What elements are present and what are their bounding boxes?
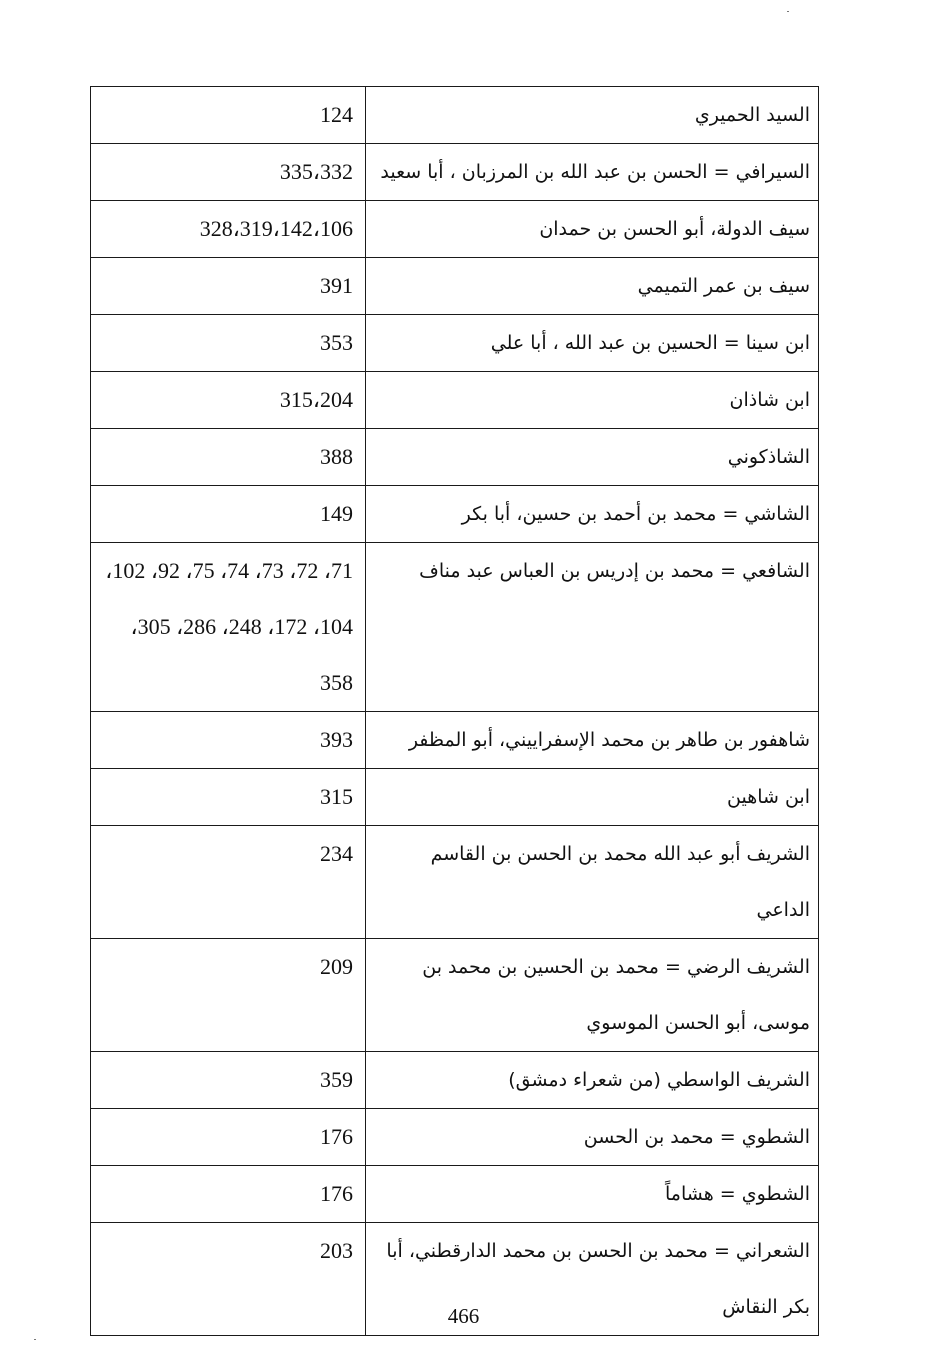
index-row xyxy=(91,429,819,486)
page-references-cell xyxy=(91,1052,366,1109)
page-references: 359 xyxy=(320,1067,353,1092)
person-name-cell xyxy=(366,1052,819,1109)
page-references: 393 xyxy=(320,727,353,752)
page-references-cell xyxy=(91,144,366,201)
index-row xyxy=(91,1109,819,1166)
page-references: 315 xyxy=(320,784,353,809)
page-references: 176 xyxy=(320,1181,353,1206)
person-name-cell xyxy=(366,712,819,769)
index-row xyxy=(91,87,819,144)
person-name-cell xyxy=(366,939,819,1052)
person-name-cell xyxy=(366,1166,819,1223)
person-name: الشافعي = محمد بن إدريس بن العباس عبد مناف xyxy=(419,560,810,582)
person-name: الشاذكوني xyxy=(727,446,810,468)
page-references-cell xyxy=(91,712,366,769)
scan-speck xyxy=(34,1339,36,1340)
person-name: سيف الدولة، أبو الحسن بن حمدان xyxy=(539,218,810,240)
person-name: سيف بن عمر التميمي xyxy=(637,275,810,297)
person-name: ابن شاذان xyxy=(729,389,810,411)
person-name: الشطوي = هشاماً xyxy=(664,1183,810,1205)
page-references-cell xyxy=(91,87,366,144)
index-row xyxy=(91,826,819,939)
person-name: الشاشي = محمد بن أحمد بن حسين، أبا بكر xyxy=(461,503,810,525)
page-references: 149 xyxy=(320,501,353,526)
person-name-cell xyxy=(366,87,819,144)
index-row xyxy=(91,1052,819,1109)
person-name: ابن سينا = الحسين بن عبد الله ، أبا علي xyxy=(490,332,810,354)
person-name: السيد الحميري xyxy=(694,104,810,126)
name-index-table xyxy=(90,86,819,1336)
page-references: 335،332 xyxy=(279,159,353,184)
page-references-cell xyxy=(91,201,366,258)
page-references: 391 xyxy=(320,273,353,298)
page-number: 466 xyxy=(447,1304,480,1328)
person-name-cell xyxy=(366,315,819,372)
page-references: 203 xyxy=(320,1238,353,1263)
person-name-cell xyxy=(366,201,819,258)
page-references-cell xyxy=(91,543,366,712)
index-row xyxy=(91,1166,819,1223)
index-row xyxy=(91,939,819,1052)
index-row xyxy=(91,144,819,201)
index-row xyxy=(91,712,819,769)
person-name-cell xyxy=(366,144,819,201)
person-name: الشريف الواسطي (من شعراء دمشق) xyxy=(508,1069,810,1091)
page-references-cell xyxy=(91,939,366,1052)
person-name-cell xyxy=(366,258,819,315)
index-row xyxy=(91,486,819,543)
person-name: ابن شاهين xyxy=(727,786,810,808)
person-name-cell xyxy=(366,486,819,543)
index-row xyxy=(91,769,819,826)
person-name-cell xyxy=(366,769,819,826)
index-row xyxy=(91,201,819,258)
person-name: الشطوي = محمد بن الحسن xyxy=(583,1126,810,1148)
page-references: 328،319،142،106 xyxy=(199,216,353,241)
page-references: 315،204 xyxy=(279,387,353,412)
person-name-cell xyxy=(366,372,819,429)
person-name-cell xyxy=(366,543,819,712)
page-references-cell xyxy=(91,258,366,315)
index-row xyxy=(91,315,819,372)
page-references-cell xyxy=(91,429,366,486)
scan-speck xyxy=(787,11,789,12)
page-references: 71، 72، 73، 74، 75، 92، 102، 104، 172، 248، 286، 305، 358 xyxy=(105,558,353,695)
person-name-cell xyxy=(366,1109,819,1166)
page-references-cell xyxy=(91,315,366,372)
index-row xyxy=(91,372,819,429)
person-name: الشريف أبو عبد الله محمد بن الحسن بن القاسم الداعي xyxy=(430,843,810,921)
person-name: السيرافي = الحسن بن عبد الله بن المرزبان ، أبا سعيد xyxy=(380,161,810,183)
page-references: 176 xyxy=(320,1124,353,1149)
person-name: الشريف الرضي = محمد بن الحسين بن محمد بن موسى، أبو الحسن الموسوي xyxy=(422,956,810,1034)
page-references-cell xyxy=(91,769,366,826)
page-references: 209 xyxy=(320,954,353,979)
person-name: شاهفور بن طاهر بن محمد الإسفراييني، أبو المظفر xyxy=(408,729,810,751)
page-references-cell xyxy=(91,826,366,939)
index-table-body xyxy=(91,87,819,1336)
person-name-cell xyxy=(366,429,819,486)
page-references: 124 xyxy=(320,102,353,127)
page-references-cell xyxy=(91,486,366,543)
index-row xyxy=(91,258,819,315)
person-name-cell xyxy=(366,826,819,939)
page-references-cell xyxy=(91,1166,366,1223)
page-references-cell xyxy=(91,372,366,429)
page-references: 353 xyxy=(320,330,353,355)
person-name: الشعراني = محمد بن الحسن بن محمد الدارقطني، أبا بكر النقاش xyxy=(386,1240,810,1318)
page-references: 388 xyxy=(320,444,353,469)
index-row xyxy=(91,543,819,712)
page-references: 234 xyxy=(320,841,353,866)
page-references-cell xyxy=(91,1109,366,1166)
